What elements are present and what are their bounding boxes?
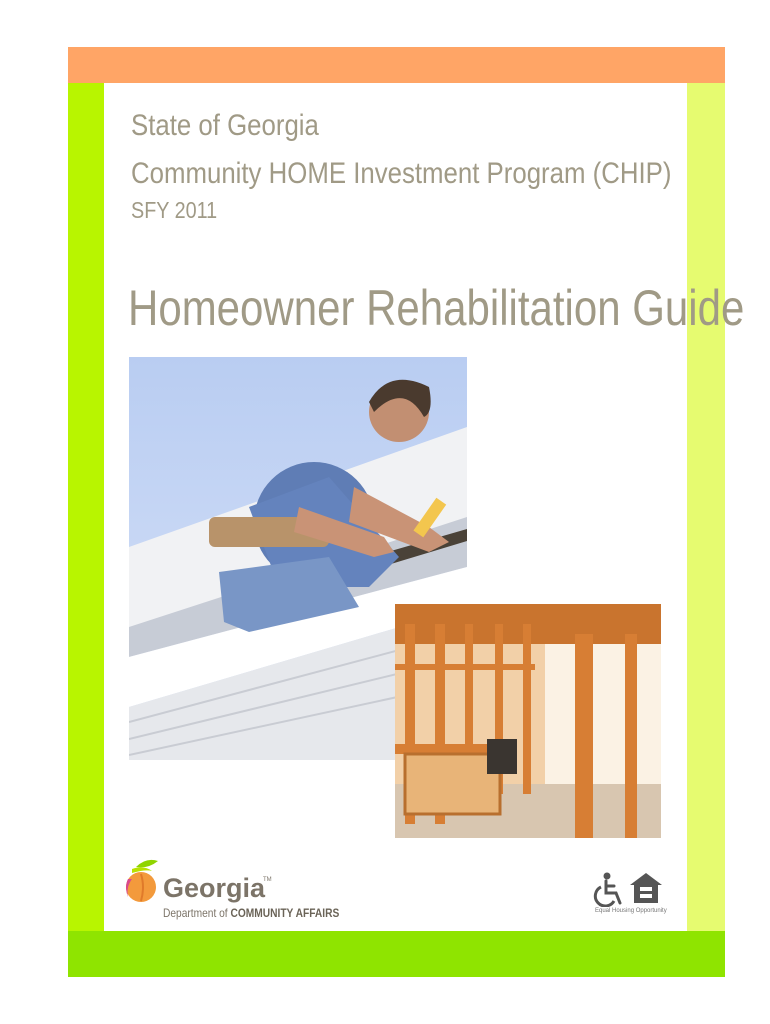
equal-housing-icon — [628, 871, 664, 905]
header-fiscal-year: SFY 2011 — [131, 197, 218, 223]
top-color-band — [68, 47, 725, 83]
equal-housing-caption: Equal Housing Opportunity — [595, 908, 667, 914]
right-color-band — [687, 83, 725, 931]
peach-icon — [122, 857, 162, 907]
wheelchair-accessibility-icon — [592, 871, 624, 907]
bottom-color-band — [68, 931, 725, 977]
logo-wordmark: Georgia — [163, 873, 266, 903]
left-color-band — [68, 83, 104, 931]
logo-department — [163, 906, 339, 920]
logo-trademark: TM — [263, 877, 272, 883]
framing-interior-photo — [395, 604, 661, 838]
cover-page — [68, 47, 745, 977]
logo-dept-name: COMMUNITY AFFAIRS — [230, 906, 340, 920]
header-state: State of Georgia — [131, 109, 319, 142]
document-title: Homeowner Rehabilitation Guide — [128, 280, 745, 336]
header-program: Community HOME Investment Program (CHIP) — [131, 157, 672, 190]
georgia-dca-logo — [122, 855, 352, 921]
logo-dept-prefix: Department of — [163, 906, 231, 920]
